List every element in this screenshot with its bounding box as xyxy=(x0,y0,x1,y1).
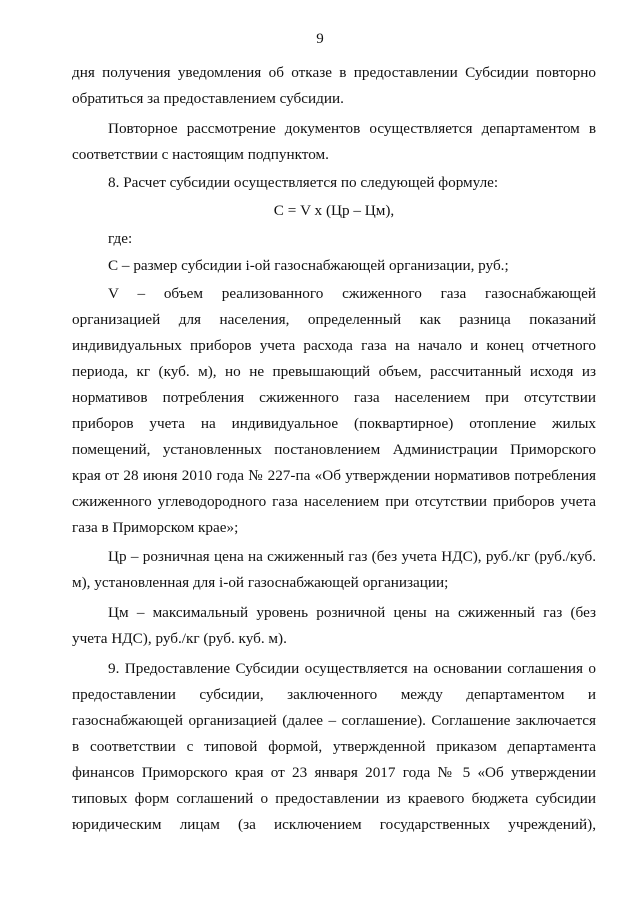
text-line: учета НДС), руб./кг (руб. куб. м). xyxy=(72,630,287,647)
text-line: V – объем реализованного сжиженного газа газоснабжающей xyxy=(108,285,596,302)
text-line: дня получения уведомления об отказе в предоставлении Субсидии повторно xyxy=(72,64,596,81)
text-line: в соответствии с типовой формой, утвержденной приказом департамента xyxy=(72,738,596,755)
text-line: Цм – максимальный уровень розничной цены на сжиженный газ (без xyxy=(108,604,596,621)
text-line: С – размер субсидии i-ой газоснабжающей организации, руб.; xyxy=(108,257,509,274)
text-line: соответствии с настоящим подпунктом. xyxy=(72,146,329,163)
text-line: юридическим лицам (за исключением государственных учреждений), xyxy=(72,816,596,833)
formula: С = V x (Цр – Цм), xyxy=(273,202,395,219)
text-line: сжиженного углеводородного газа населением при отсутствии приборов учета xyxy=(72,493,596,510)
text-line: Повторное рассмотрение документов осуществляется департаментом в xyxy=(108,120,596,137)
text-line: приборов учета на индивидуальное (поквартирное) отопление жилых xyxy=(72,415,596,432)
text-line: периода, кг (куб. м), но не превышающий объем, рассчитанный исходя из xyxy=(72,363,596,380)
text-line: индивидуальных приборов учета расхода газа на начало и конец отчетного xyxy=(72,337,596,354)
text-line: 8. Расчет субсидии осуществляется по следующей формуле: xyxy=(108,174,499,191)
text-line: типовых форм соглашений о предоставлении из краевого бюджета субсидии xyxy=(72,790,596,807)
text-line: газоснабжающей организацией (далее – соглашение). Соглашение заключается xyxy=(72,712,596,729)
text-line: финансов Приморского края от 23 января 2017 года № 5 «Об утверждении xyxy=(72,764,596,781)
text-line: обратиться за предоставлением субсидии. xyxy=(72,90,344,107)
text-line: края от 28 июня 2010 года № 227-па «Об утверждении нормативов потребления xyxy=(72,467,596,484)
text-line: Цр – розничная цена на сжиженный газ (без учета НДС), руб./кг (руб./куб. xyxy=(108,548,596,565)
text-line: организацией для населения, определенный как разница показаний xyxy=(72,311,596,328)
text-line: помещений, установленных постановлением Администрации Приморского xyxy=(72,441,596,458)
text-line: предоставлении субсидии, заключенного между департаментом и xyxy=(72,686,596,703)
text-line: газа в Приморском крае»; xyxy=(72,519,239,536)
text-line: 9. Предоставление Субсидии осуществляется на основании соглашения о xyxy=(108,660,596,677)
page-number: 9 xyxy=(316,31,324,47)
text-line: м), установленная для i-ой газоснабжающей организации; xyxy=(72,574,449,591)
text-line: нормативов потребления сжиженного газа населением при отсутствии xyxy=(72,389,596,406)
text-line: где: xyxy=(108,230,133,247)
